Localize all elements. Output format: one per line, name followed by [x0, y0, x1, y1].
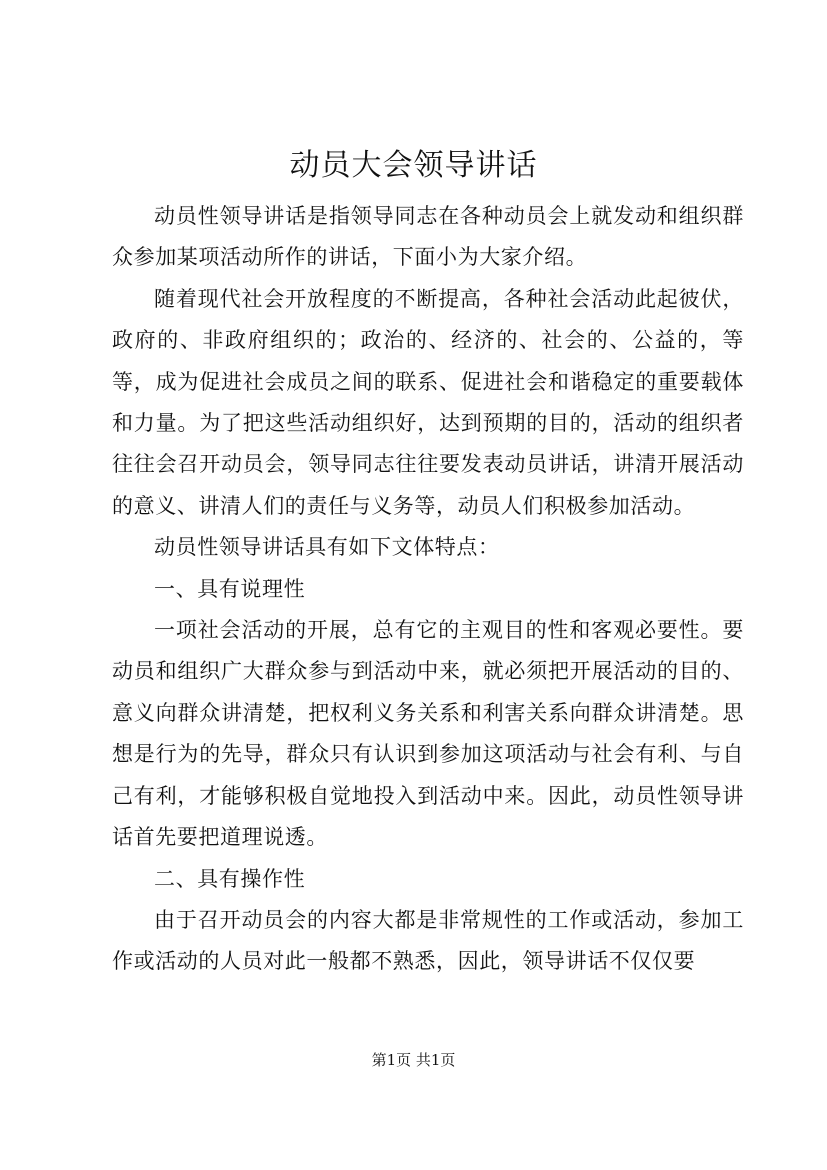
section-heading-2: 二、具有操作性 — [154, 866, 306, 891]
paragraph-background: 随着现代社会开放程度的不断提高，各种社会活动此起彼伏，政府的、非政府组织的；政治的、经济的、社会的、公益的，等等，成为促进社会成员之间的联系、促进社会和谐稳定的重要载体和力量。为了把这些活动组织好，达到预期的目的，活动的组织者往往会召开动员会，领导同志往往要发表动员讲话，讲清开展活动的意义、讲清人们的责任与义务等，动员人们积极参加活动。 — [112, 286, 744, 518]
page-footer: 第1页 共1页 — [371, 1051, 456, 1069]
paragraph-intro: 动员性领导讲话是指领导同志在各种动员会上就发动和组织群众参加某项活动所作的讲话，下面小为大家介绍。 — [112, 204, 744, 270]
paragraph-features-lead: 动员性领导讲话具有如下文体特点： — [154, 535, 500, 560]
paragraph-section-2: 由于召开动员会的内容大都是非常规性的工作或活动，参加工作或活动的人员对此一般都不熟悉，因此，领导讲话不仅仅要 — [112, 907, 744, 974]
paragraph-section-1: 一项社会活动的开展，总有它的主观目的性和客观必要性。要动员和组织广大群众参与到活动中来，就必须把开展活动的目的、意义向群众讲清楚，把权利义务关系和利害关系向群众讲清楚。思想是行为的先导，群众只有认识到参加这项活动与社会有利、与自己有利，才能够积极自觉地投入到活动中来。因此，动员性领导讲话首先要把道理说透。 — [112, 618, 744, 850]
document-body — [112, 196, 744, 983]
document-title: 动员大会领导讲话 — [289, 148, 538, 183]
section-heading-1: 一、具有说理性 — [154, 576, 306, 601]
